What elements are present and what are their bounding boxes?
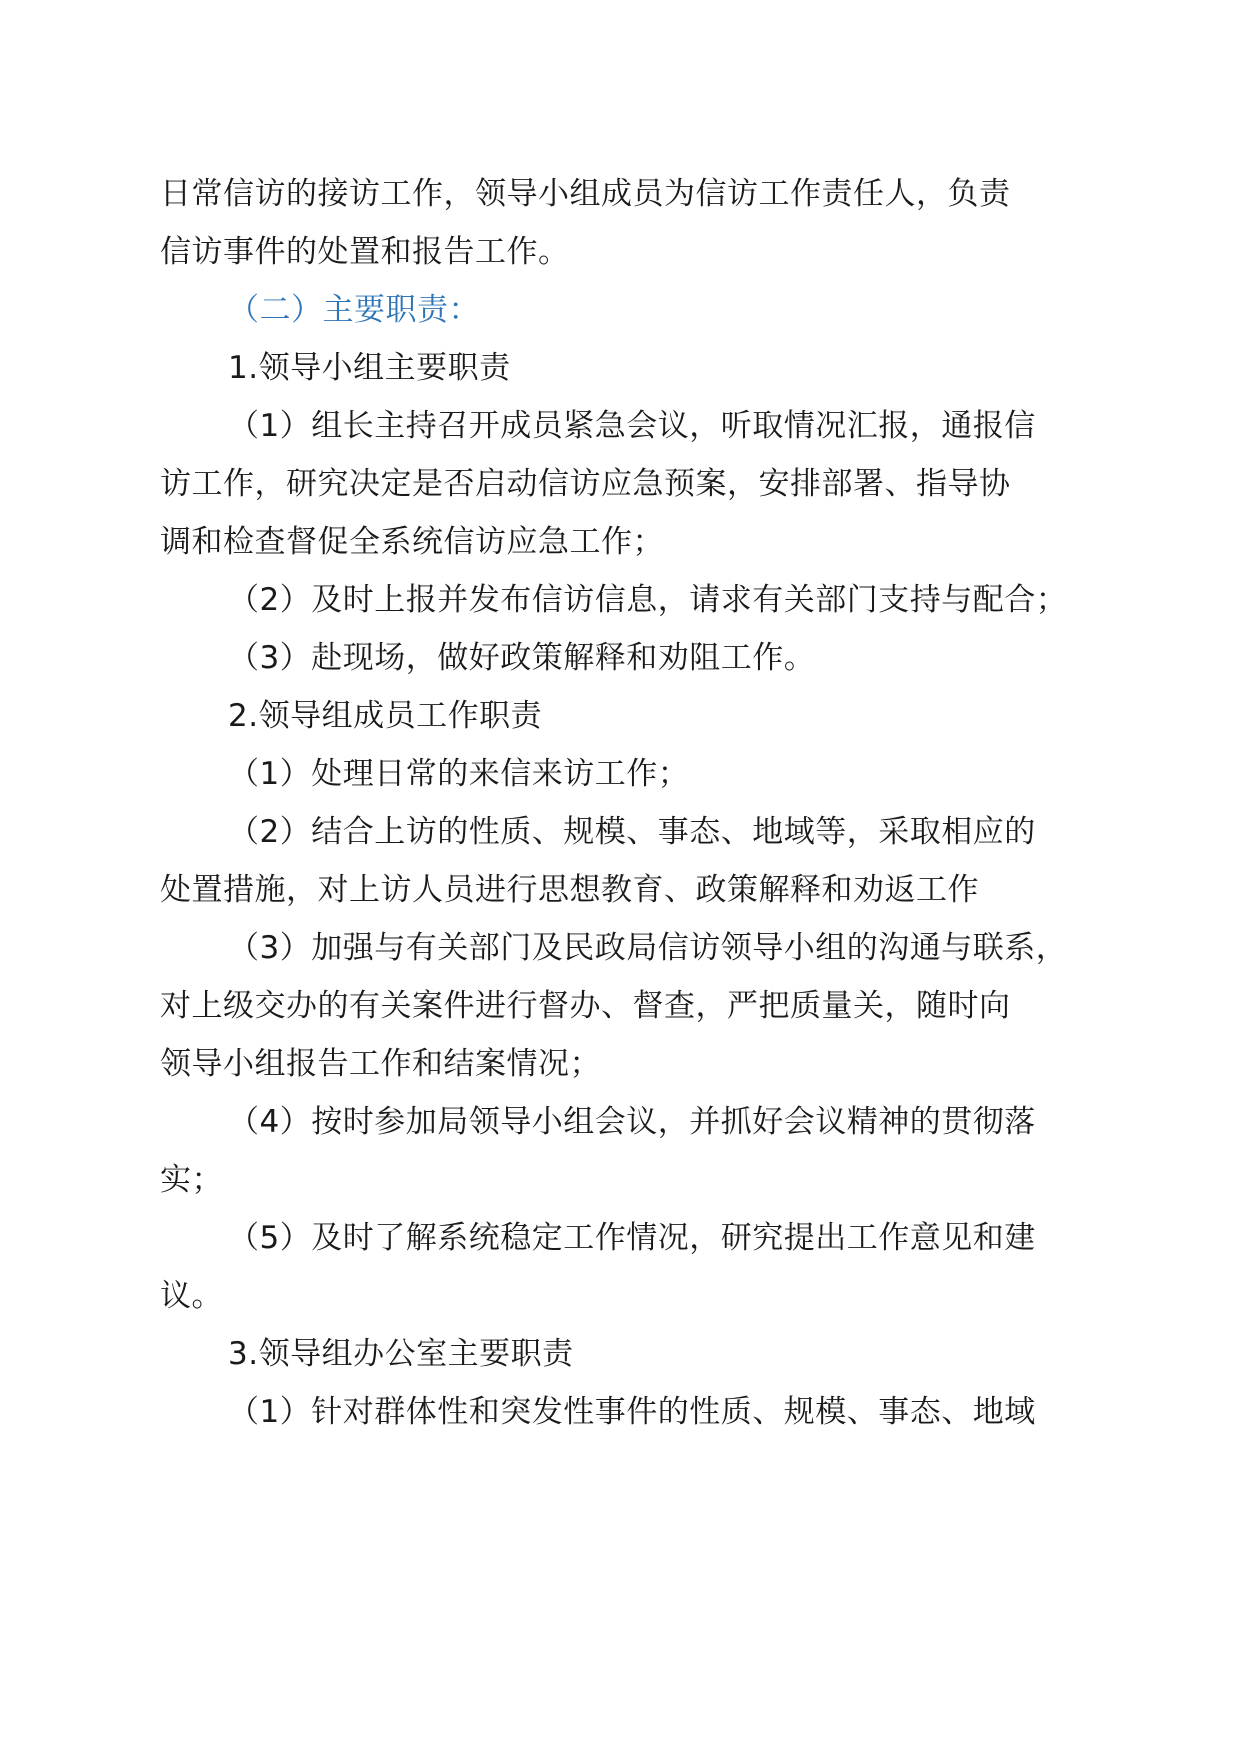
paragraph-line: （1）处理日常的来信来访工作； xyxy=(228,756,690,792)
paragraph-line: （4）按时参加局领导小组会议，并抓好会议精神的贯彻落 xyxy=(228,1104,1036,1140)
paragraph-line: （3）加强与有关部门及民政局信访领导小组的沟通与联系， xyxy=(228,930,1068,966)
paragraph-line: 日常信访的接访工作，领导小组成员为信访工作责任人，负责 xyxy=(160,176,1011,212)
paragraph-line: （1）针对群体性和突发性事件的性质、规模、事态、地域 xyxy=(228,1394,1036,1430)
paragraph-line: 访工作，研究决定是否启动信访应急预案，安排部署、指导协 xyxy=(160,466,1011,502)
paragraph-line: 议。 xyxy=(160,1278,223,1314)
paragraph-line: 调和检查督促全系统信访应急工作； xyxy=(160,524,664,560)
paragraph-line: （5）及时了解系统稳定工作情况，研究提出工作意见和建 xyxy=(228,1220,1036,1256)
section-heading: （二）主要职责： xyxy=(228,292,480,328)
paragraph-line: 实； xyxy=(160,1162,223,1198)
subsection-title: 1.领导小组主要职责 xyxy=(228,350,511,386)
subsection-title: 3.领导组办公室主要职责 xyxy=(228,1336,574,1372)
subsection-title: 2.领导组成员工作职责 xyxy=(228,698,543,734)
paragraph-line: 信访事件的处置和报告工作。 xyxy=(160,234,570,270)
paragraph-line: 处置措施，对上访人员进行思想教育、政策解释和劝返工作 xyxy=(160,872,979,908)
paragraph-line: （2）及时上报并发布信访信息，请求有关部门支持与配合； xyxy=(228,582,1068,618)
paragraph-line: （3）赴现场，做好政策解释和劝阻工作。 xyxy=(228,640,816,676)
paragraph-line: （1）组长主持召开成员紧急会议，听取情况汇报，通报信 xyxy=(228,408,1036,444)
paragraph-line: 领导小组报告工作和结案情况； xyxy=(160,1046,601,1082)
paragraph-line: （2）结合上访的性质、规模、事态、地域等，采取相应的 xyxy=(228,814,1036,850)
paragraph-line: 对上级交办的有关案件进行督办、督查，严把质量关，随时向 xyxy=(160,988,1011,1024)
